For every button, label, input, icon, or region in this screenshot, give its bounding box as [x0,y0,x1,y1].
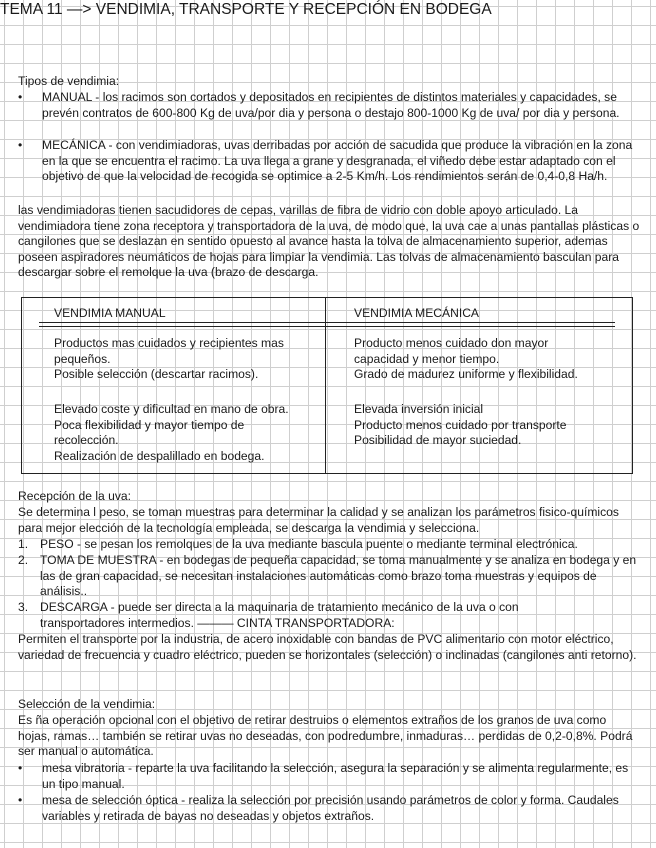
table-cell: Poca flexibilidad y mayor tiempo de recolección. [54,417,245,447]
cinta-paragraph: Permiten el transporte por la industria, de acero inoxidable con bandas de PVC alimentario con motor eléctrico, variedad de frecuencia y cuadro eléctrico, pueden se horizontales (selección) o inclinadas (cangilones anti retorno). [18,632,637,662]
list-item [18,138,640,185]
table-cell: Realización de despalillado en bodega. [54,448,265,463]
table-cell: Producto menos cuidado don mayor capacidad y menor tiempo. [354,336,549,366]
tipos-heading: Tipos de vendimia: [18,74,120,88]
list-item-text: mesa vibratoria - reparte la uva facilitando la selección, asegura la separación y se alimenta regularmente, es un tipo manual. [42,761,629,791]
table-divider [325,298,326,473]
mecanica-cell-group2 [354,402,624,449]
recepcion-heading: Recepción de la uva: [18,489,131,503]
list-number: 2. [18,553,29,567]
list-item-text: PESO - se pesan los remolques de la uva mediante bascula puente o mediante terminal electrónica. [40,537,578,551]
bullet: • [18,90,23,104]
header-rule [39,322,615,323]
mecanica-cell-group1 [354,336,616,383]
seleccion-intro: Es ña operación opcional con el objetivo de retirar destruios o elementos extraños de los granos de uva como hojas, ramas… también se retirar uvas no deseadas, con podredumbre, inmaduras… perdidas de 0,2-0,8%. Podrá ser manual o automática. [18,713,633,758]
comparison-table [21,297,633,474]
bullet: • [18,761,23,775]
list-item-text: MECÁNICA - con vendimiadoras, uvas derribadas por acción de sacudida que produce la vibración en la zona en la que se encuentra el racimo. La uva llega a grane y desgranada, el viñedo debe estar adaptado con el objetivo de que la velocidad de recogida se optimice a 2-5 Km/h. Los rendimientos serán de 0,4-0,8 Ha/h. [42,138,633,183]
table-header-manual: VENDIMIA MANUAL [54,306,166,320]
list-item-text: mesa de selección óptica - realiza la selección por precisión usando parámetros de color y forma. Caudales variables y retirada de bayas no deseadas y objetos extraños. [42,793,619,823]
table-cell: Posible selección (descartar racimos). [54,367,259,381]
table-cell: Elevado coste y dificultad en mano de obra. [54,402,289,416]
manual-cell-group2 [54,402,324,464]
table-cell: Producto menos cuidado por transporte [354,417,567,432]
list-item-text: MANUAL - los racimos son cortados y depositados en recipientes de distintos materiales y capacidades, se prevén contratos de 600-800 Kg de uva/por dia y persona o destajo 800-1000 Kg de uva/ por dia y persona. [42,90,620,120]
list-item [18,761,640,792]
seleccion-heading: Selección de la vendimia: [18,697,156,711]
recepcion-intro: Se determina l peso, se toman muestras para determinar la calidad y se analizan los parámetros fisico-químicos para mejor elección de la tecnología empleada, se descarga la vendimia y selecciona. [18,505,619,535]
table-cell: Posibilidad de mayor suciedad. [354,433,522,447]
list-item-text: DESCARGA - puede ser directa a la maquinaria de tratamiento mecánico de la uva o con transportadores intermedios. ——— CINTA TRANSPORTADORA: [40,600,519,630]
table-cell: Grado de madurez uniforme y flexibilidad. [354,367,578,381]
table-cell: Productos mas cuidados y recipientes mas pequeños. [54,336,284,366]
list-item [18,600,640,631]
table-cell: Elevada inversión inicial [354,402,484,416]
list-item [18,90,640,121]
page-title: TEMA 11 —> VENDIMIA, TRANSPORTE Y RECEPCIÓN EN BODEGA [0,1,492,18]
list-item [18,793,640,824]
list-item-text: TOMA DE MUESTRA - en bodegas de pequeña capacidad, se toma manualmente y se analiza en bodega y en las de gran capacidad, se necesitan instalaciones automáticas como brazo toma muestras y equipos de análisis.. [40,553,637,598]
list-item [18,553,640,600]
manual-cell-group1 [54,336,316,383]
list-number: 1. [18,537,29,551]
list-item [18,537,640,553]
tipos-paragraph: las vendimiadoras tienen sacudidores de cepas, varillas de fibra de vidrio con doble apoyo articulado. La vendimiadora tiene zona receptora y transportadora de la uva, de modo que, la uva cae a unas pantallas plásticas o cangilones que se deslazan en sentido opuesto al avance hasta la tolva de almacenamiento superior, ademas poseen aspiradores neumáticos de hojas para limpiar la vendimia. Las tolvas de almacenamiento basculan para descargar sobre el remolque la uva (brazo de descarga. [18,203,640,279]
bullet: • [18,138,23,152]
list-number: 3. [18,600,29,614]
table-header-mecanica: VENDIMIA MECÁNICA [354,306,479,320]
header-rule [39,326,615,327]
bullet: • [18,793,23,807]
